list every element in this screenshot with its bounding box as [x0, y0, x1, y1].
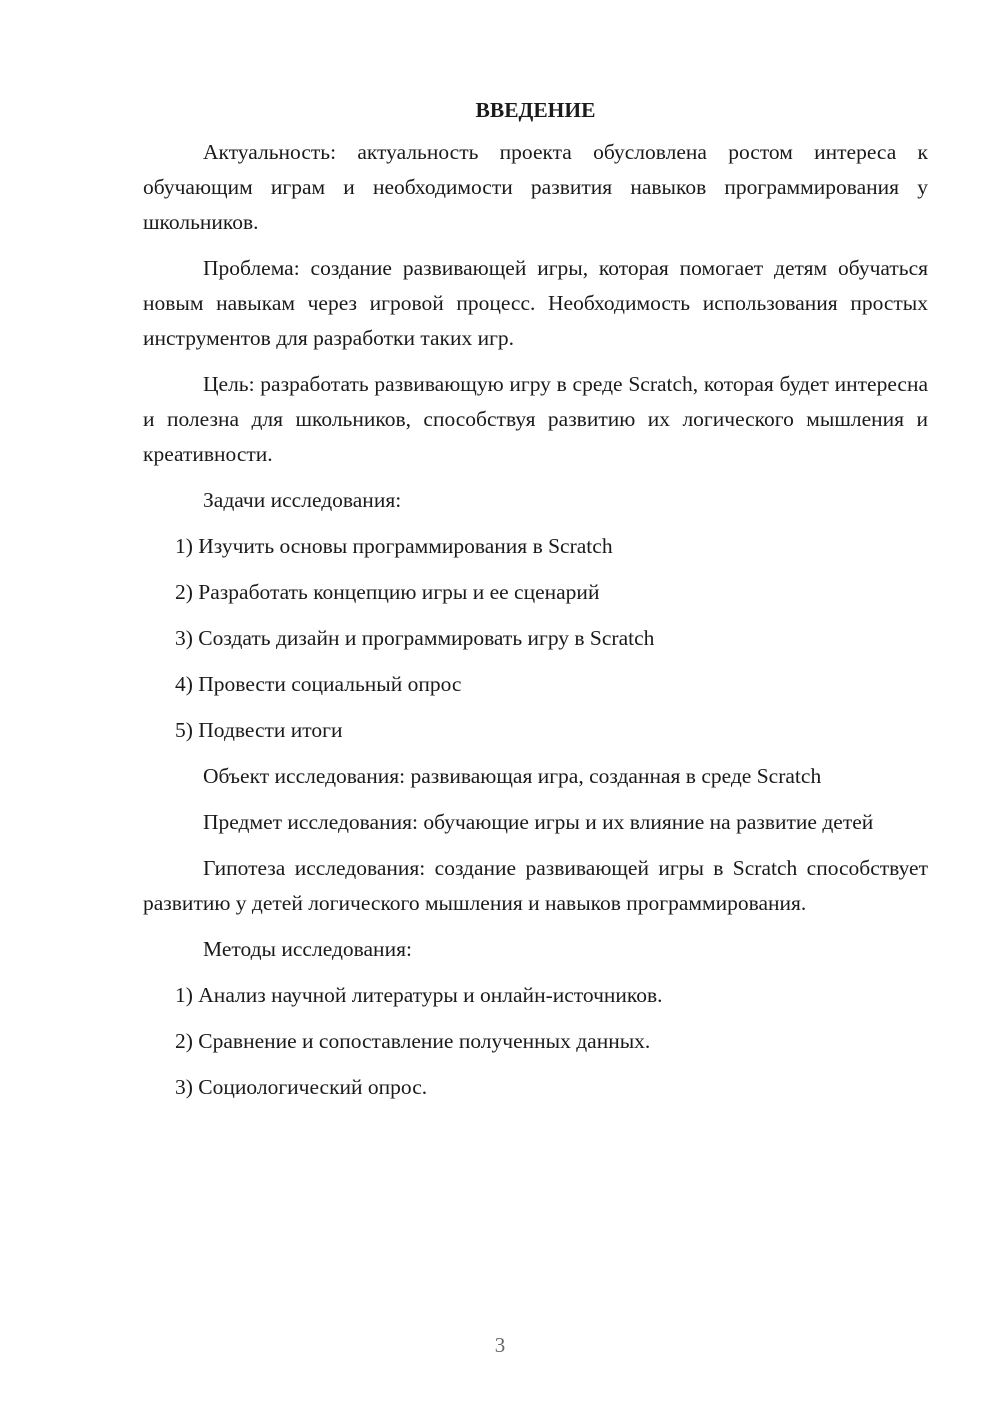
methods-list	[143, 978, 928, 1105]
list-item: 2) Разработать концепцию игры и ее сценарий	[175, 580, 600, 604]
page-number: 3	[494, 1333, 506, 1357]
relevance-paragraph: Актуальность: актуальность проекта обусловлена ростом интереса к обучающим играм и необходимости развития навыков программирования у школьников.	[143, 140, 928, 234]
list-item: 2) Сравнение и сопоставление полученных данных.	[175, 1029, 651, 1053]
goal-paragraph: Цель: разработать развивающую игру в среде Scratch, которая будет интересна и полезна для школьников, способствуя развитию их логического мышления и креативности.	[143, 372, 928, 466]
tasks-list	[143, 529, 928, 748]
problem-paragraph: Проблема: создание развивающей игры, которая помогает детям обучаться новым навыкам через игровой процесс. Необходимость использования простых инструментов для разработки таких игр.	[143, 256, 928, 350]
list-item: 4) Провести социальный опрос	[175, 672, 462, 696]
object-paragraph: Объект исследования: развивающая игра, созданная в среде Scratch	[203, 764, 822, 788]
document-page	[143, 90, 928, 1116]
hypothesis-paragraph: Гипотеза исследования: создание развивающей игры в Scratch способствует развитию у детей логического мышления и навыков программирования.	[143, 856, 928, 915]
list-item: 1) Анализ научной литературы и онлайн-источников.	[175, 983, 663, 1007]
list-item: 3) Социологический опрос.	[175, 1075, 428, 1099]
section-title: ВВЕДЕНИЕ	[475, 98, 596, 122]
subject-paragraph: Предмет исследования: обучающие игры и их влияние на развитие детей	[203, 810, 874, 834]
tasks-heading: Задачи исследования:	[203, 488, 402, 512]
methods-heading: Методы исследования:	[203, 937, 412, 961]
list-item: 5) Подвести итоги	[175, 718, 343, 742]
list-item: 3) Создать дизайн и программировать игру в Scratch	[175, 626, 655, 650]
list-item: 1) Изучить основы программирования в Scratch	[175, 534, 613, 558]
